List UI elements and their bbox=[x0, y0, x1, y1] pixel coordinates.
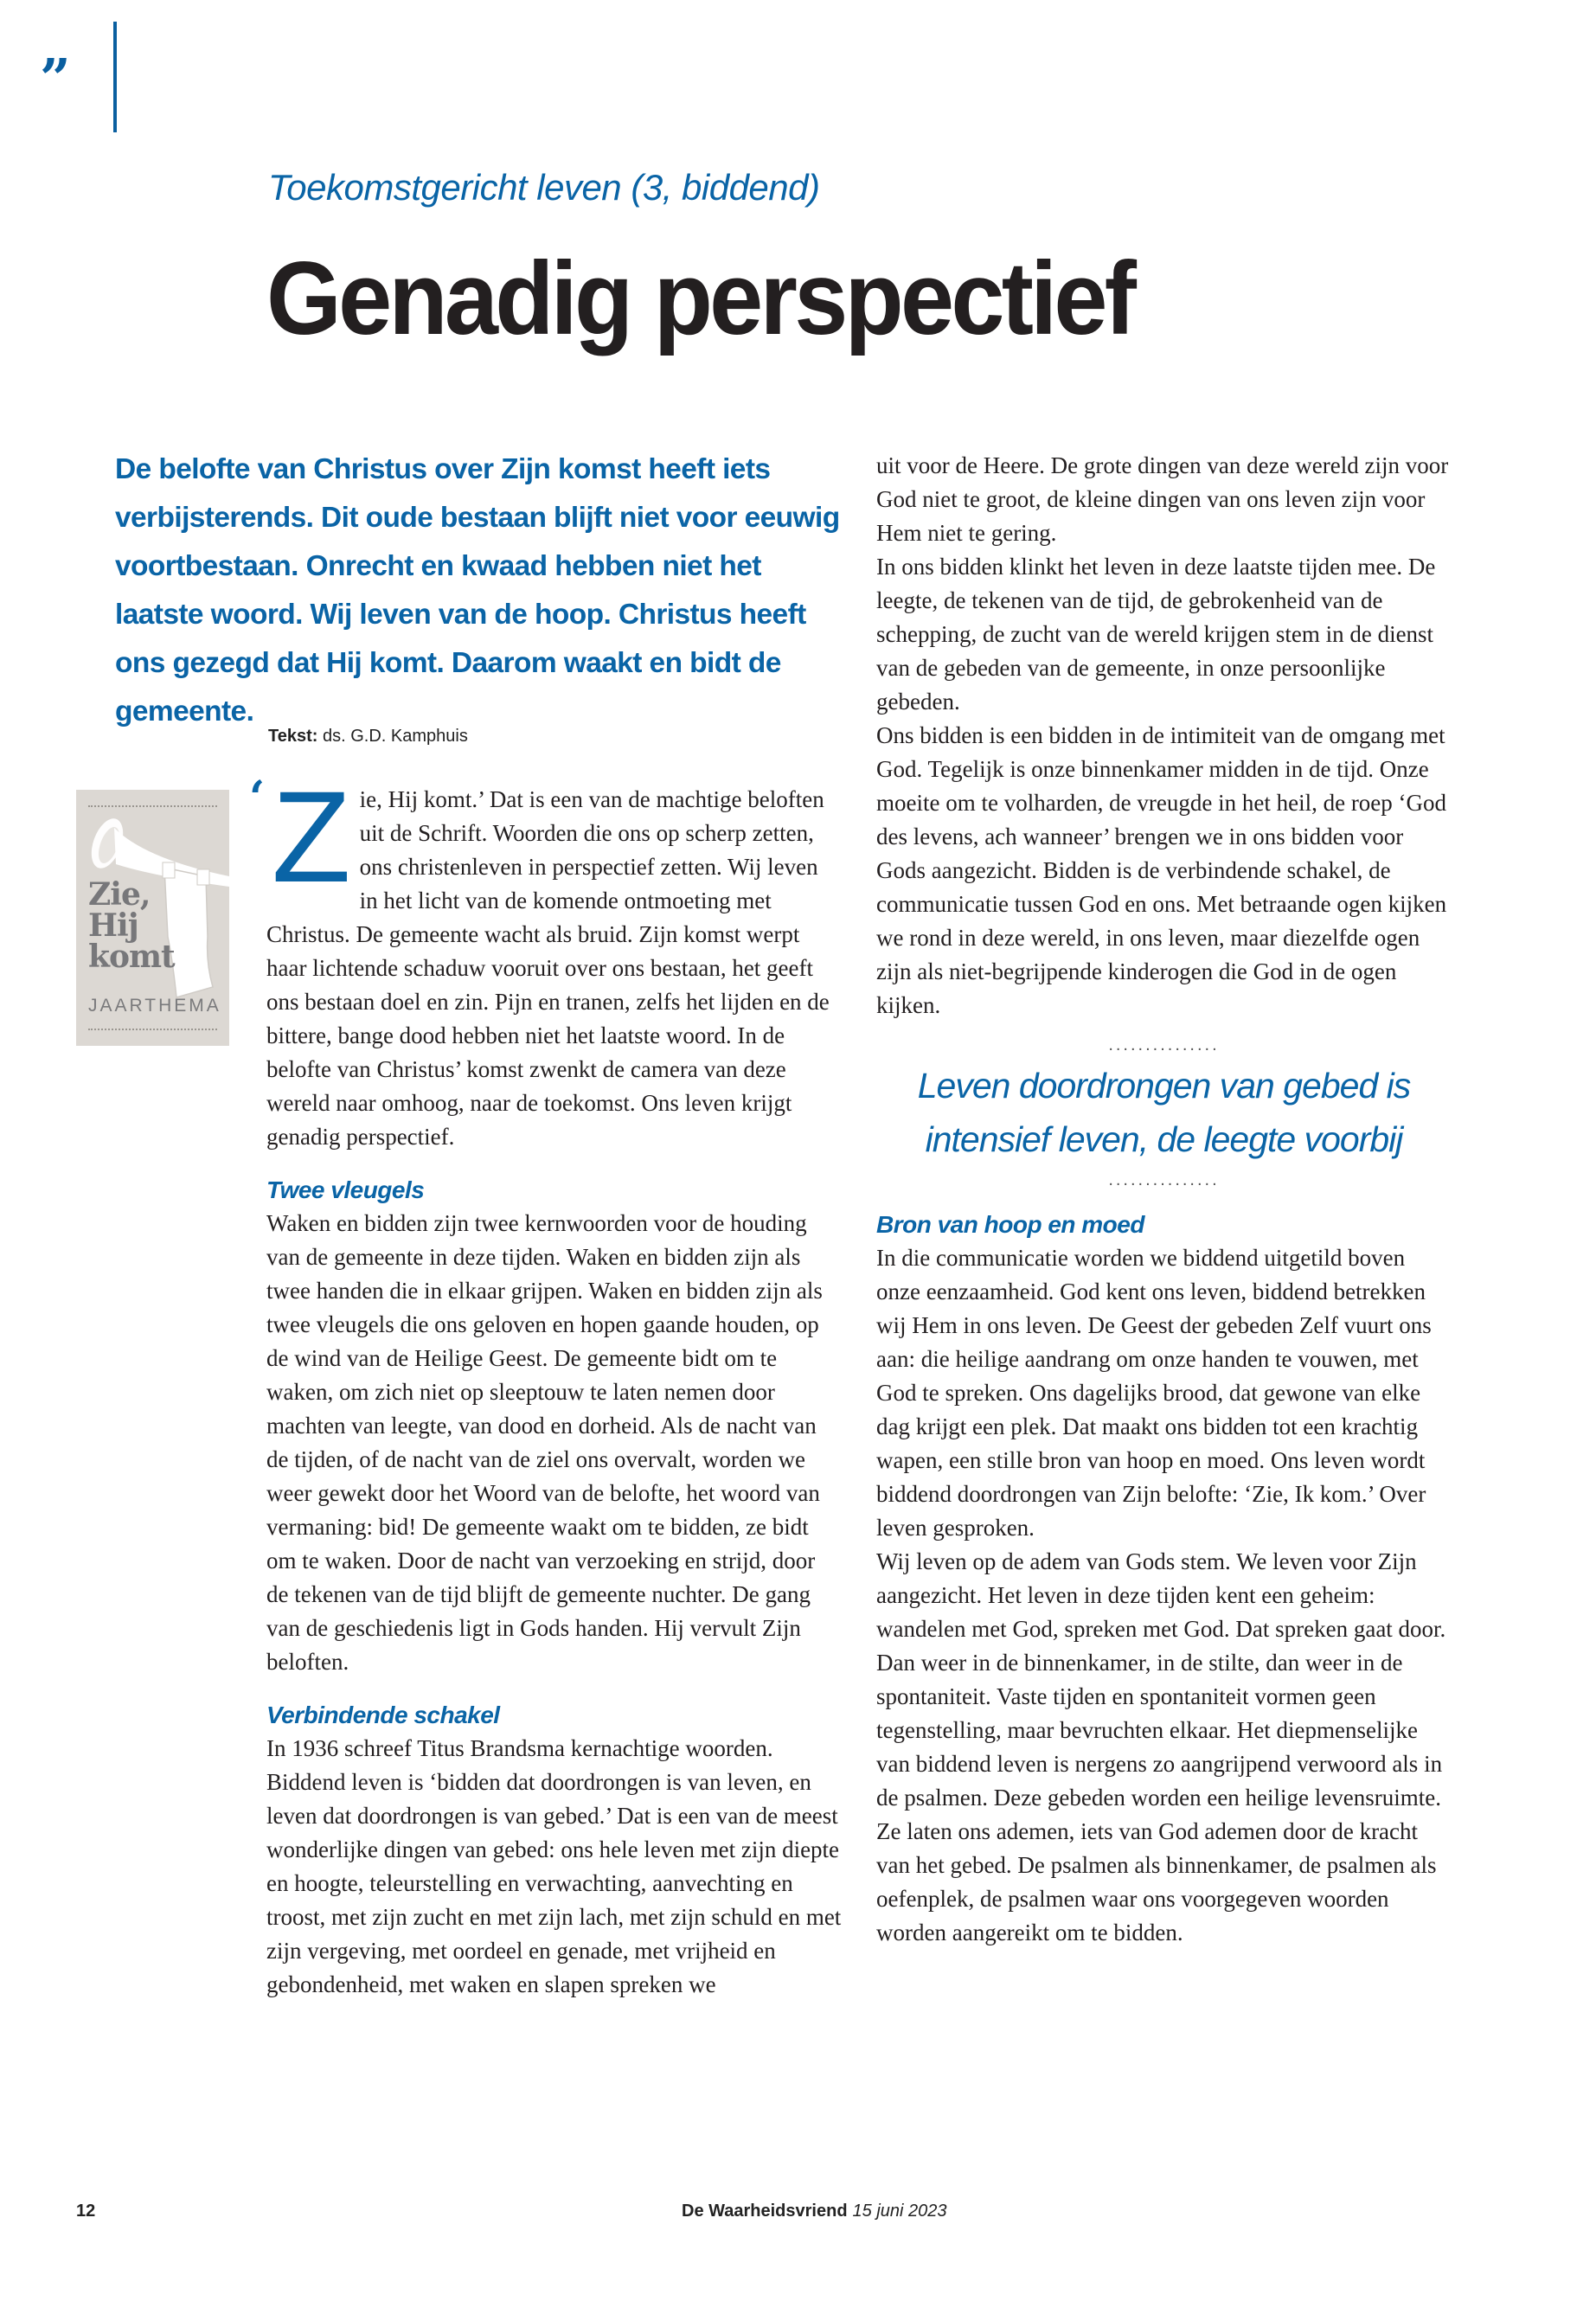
series-kicker: Toekomstgericht leven (3, biddend) bbox=[268, 167, 820, 208]
opening-paragraph bbox=[249, 764, 842, 1154]
pull-quote bbox=[876, 1036, 1452, 1189]
opening-text: ie, Hij komt.’ Dat is een van de machtige beloften uit de Schrift. Woorden die ons op scherp zetten, ons christenleven in perspectief zetten. Wij leven in het licht van de komende ontmoeting met Christus. De gemeente wacht als bruid. Zijn komst werpt haar lichtende schaduw vooruit over ons bestaan, het geeft ons bestaan doel en zin. Pijn en tranen, zelfs het lijden en de bittere, bange dood hebben niet het laatste woord. In de belofte van Christus’ komst zwenkt de camera van deze wereld naar omhoog, naar de toekomst. Ons leven krijgt genadig perspectief. bbox=[266, 786, 830, 1150]
paragraph: Ons bidden is een bidden in de intimiteit van de omgang met God. Tegelijk is onze binnenkamer midden in de tijd. Onze moeite om te volharden, de vreugde in het heil, de roep ‘God des levens, ach wanneer’ brengen we in ons bidden voor Gods aangezicht. Bidden is de verbindende schakel, de communicatie tussen God en ons. Met betraande ogen kijken we rond in deze wereld, in ons leven, maar diezelfde ogen zijn als niet-begrijpende kinderogen die God in de ogen kijken. bbox=[876, 722, 1447, 1018]
dotted-divider: ............... bbox=[1108, 1170, 1220, 1189]
byline bbox=[268, 727, 468, 747]
publication-name: De Waarheidsvriend bbox=[682, 2202, 848, 2221]
byline-label: Tekst: bbox=[268, 727, 318, 746]
publication-footer bbox=[682, 2202, 947, 2221]
byline-author: ds. G.D. Kamphuis bbox=[322, 727, 468, 746]
paragraph: In ons bidden klinkt het leven in deze laatste tijden mee. De leegte, de tekenen van de tijd, de gebrokenheid van de schepping, de zucht van de wereld krijgen stem in de dienst van de gebeden van de gemeente, in onze persoonlijke gebeden. bbox=[876, 554, 1436, 715]
paragraph: In 1936 schreef Titus Brandsma kernachtige woorden. Biddend leven is ‘bidden dat doordrongen is van leven, en leven dat doordrongen is van gebed.’ Dat is een van de meest wonderlijke dingen van gebed: ons hele leven met zijn diepte en hoogte, teleurstelling en verwachting, aanvechting en troost, met zijn zucht en met zijn lach, met zijn schuld en met zijn vergeving, met oordeel en genade, met vrijheid en gebondenheid, met waken en slapen spreken we bbox=[266, 1735, 842, 1997]
pull-quote-line-2: intensief leven, de leegte voorbij bbox=[925, 1119, 1403, 1159]
section-heading-twee-vleugels: Twee vleugels bbox=[266, 1176, 425, 1203]
paragraph: Wij leven op de adem van Gods stem. We leven voor Zijn aangezicht. Het leven in deze tijden kent een geheim: wandelen met God, spreken met God. Dat spreken gaat door. Dan weer in de binnenkamer, in de stilte, dan weer in de spontaniteit. Vaste tijden en spontaniteit vormen geen tegenstelling, maar bevruchten elkaar. Het diepmenselijke van biddend leven is nergens zo aangrijpend verwoord als in de psalmen. Deze gebeden worden een heilige levensruimte. Ze laten ons ademen, iets van God ademen door de kracht van het gebed. De psalmen als binnenkamer, de psalmen als oefenplek, de psalmen waar ons voorgegeven woorden worden aangereikt om te bidden. bbox=[876, 1548, 1446, 1945]
paragraph: Waken en bidden zijn twee kernwoorden voor de houding van de gemeente in deze tijden. Waken en bidden zijn als twee handen die in elkaar grijpen. Waken en bidden zijn als twee vleugels die ons geloven en hopen gaande houden, op de wind van de Heilige Geest. De gemeente bidt om te waken, om zich niet op sleeptouw te laten nemen door machten van leegte, van dood en dorheid. Als de nacht van de tijden, of de nacht van de ziel ons overvalt, worden we weer gewekt door het Woord van de belofte, het woord van vermaning: bid! De gemeente waakt om te bidden, ze bidt om te waken. Door de nacht van verzoeking en strijd, door de tekenen van de tijd blijft de gemeente nuchter. De gang van de geschiedenis ligt in Gods handen. Hij vervult Zijn beloften. bbox=[266, 1210, 823, 1675]
pull-quote-text bbox=[876, 1059, 1452, 1166]
badge-line-2: Hij bbox=[88, 907, 138, 944]
section-heading-verbindende-schakel: Verbindende schakel bbox=[266, 1702, 500, 1728]
paragraph: uit voor de Heere. De grote dingen van deze wereld zijn voor God niet te groot, de kleine dingen van ons leven zijn voor Hem niet te gering. bbox=[876, 452, 1449, 546]
page-title: Genadig perspectief bbox=[266, 240, 1134, 356]
article-column-2 bbox=[876, 449, 1452, 1950]
paragraph: In die communicatie worden we biddend uitgetild boven onze eenzaamheid. God kent ons leven, biddend betrekken wij Hem in ons leven. De Geest der gebeden Zelf vuurt ons aan: die heilige aandrang om onze handen te vouwen, met God te spreken. Ons dagelijks brood, dat gewone van elke dag krijgt een plek. Dat maakt ons bidden tot een krachtig wapen, een stille bron van hoop en moed. Ons leven wordt biddend doordrongen van Zijn belofte: ‘Zie, Ik kom.’ Over leven gesproken. bbox=[876, 1245, 1432, 1541]
badge-theme-label: JAARTHEMA bbox=[88, 996, 221, 1016]
dotted-divider: ............... bbox=[1108, 1035, 1220, 1054]
quote-mark-icon: ” bbox=[40, 47, 67, 110]
vertical-rule bbox=[113, 22, 117, 132]
badge-line-3: komt bbox=[88, 939, 175, 975]
dotted-divider bbox=[88, 1029, 217, 1030]
dropcap-letter: Z bbox=[272, 764, 351, 909]
publication-date: 15 juni 2023 bbox=[852, 2202, 947, 2221]
article-column-1 bbox=[249, 764, 842, 2002]
badge-slogan bbox=[88, 876, 175, 975]
pull-quote-line-1: Leven doordrongen van gebed is bbox=[917, 1066, 1411, 1106]
page-number: 12 bbox=[76, 2202, 96, 2221]
intro-lead: De belofte van Christus over Zijn komst heeft iets verbijsterends. Dit oude bestaan blijft niet voor eeuwig voortbestaan. Onrecht en kwaad hebben niet het laatste woord. Wij leven van de hoop. Christus heeft ons gezegd dat Hij komt. Daarom waakt en bidt de gemeente. bbox=[115, 453, 840, 727]
section-heading-bron-van-hoop: Bron van hoop en moed bbox=[876, 1211, 1144, 1238]
open-quote-mark: ‘ bbox=[249, 772, 266, 824]
badge-line-1: Zie, bbox=[88, 876, 151, 913]
jaarthema-badge bbox=[76, 790, 229, 1046]
